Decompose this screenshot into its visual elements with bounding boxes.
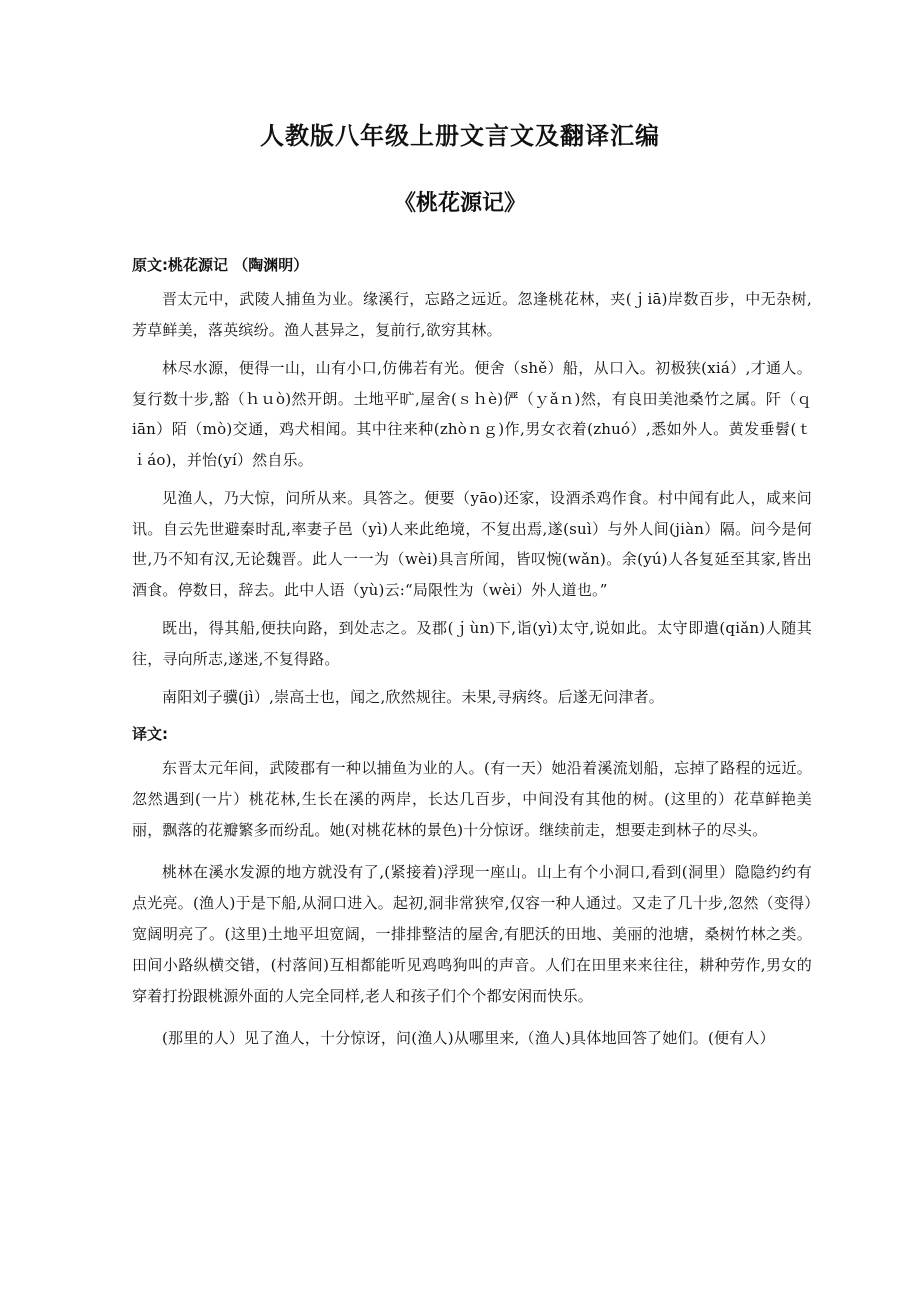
translation-section — [132, 721, 812, 1054]
original-label: 原文:桃花源记 （陶渊明） — [132, 256, 309, 274]
original-paragraph: 南阳刘子骥(jì）,崇高士也，闻之,欣然规往。未果,寻病终。后遂无问津者。 — [162, 688, 665, 706]
document-body — [132, 252, 812, 1065]
original-text-section — [132, 252, 812, 713]
section-title: 《桃花源记》 — [393, 191, 526, 216]
translation-paragraph: 东晋太元年间，武陵郡有一种以捕鱼为业的人。(有一天）她沿着溪流划船，忘掉了路程的远近。忽然遇到(一片）桃花林,生长在溪的两岸，长达几百步，中间没有其他的树。(这里的）花草鲜艳美丽，飘落的花瓣繁多而纷乱。她(对桃花林的景色)十分惊讶。继续前走，想要走到林子的尽头。 — [132, 758, 812, 839]
original-paragraph: 见渔人，乃大惊，问所从来。具答之。便要（yāo)还家，设酒杀鸡作食。村中闻有此人，咸来问讯。自云先世避秦时乱,率妻子邑（yì)人来此绝境，不复出焉,遂(suì）与外人间(jiàn）隔。问今是何世,乃不知有汉,无论魏晋。此人一一为（wèi)具言所闻，皆叹惋(wǎn)。余(yú)人各复延至其家,皆出酒食。停数日，辞去。此中人语（yù)云:“局限性为（wèi）外人道也。” — [132, 489, 812, 599]
original-paragraph: 晋太元中，武陵人捕鱼为业。缘溪行，忘路之远近。忽逢桃花林，夹(ｊiā)岸数百步，中无杂树,芳草鲜美，落英缤纷。渔人甚异之，复前行,欲穷其林。 — [132, 290, 812, 339]
original-paragraph: 林尽水源，便得一山，山有小口,仿佛若有光。便舍（shě）船，从口入。初极狭(xiá）,才通人。复行数十步,豁（ｈｕò)然开朗。土地平旷,屋舍(ｓｈè)俨（ｙǎｎ)然，有良田美池桑竹之属。阡（ｑiān）陌（mò)交通，鸡犬相闻。其中往来种(zhòｎｇ)作,男女衣着(zhuó）,悉如外人。黄发垂髫(ｔｉáo)，并怡(yí）然自乐。 — [132, 359, 812, 469]
original-paragraph: 既出，得其船,便扶向路，到处志之。及郡(ｊùn)下,诣(yì)太守,说如此。太守即遣(qiǎn)人随其往，寻向所志,遂迷,不复得路。 — [132, 619, 812, 668]
translation-label: 译文: — [132, 724, 168, 743]
translation-paragraph: (那里的人）见了渔人，十分惊讶，问(渔人)从哪里来,（渔人)具体地回答了她们。(便有人） — [162, 1028, 775, 1047]
translation-paragraph: 桃林在溪水发源的地方就没有了,(紧接着)浮现一座山。山上有个小洞口,看到(洞里）隐隐约约有点光亮。(渔人)于是下船,从洞口进入。起初,洞非常狭窄,仅容一种人通过。又走了几十步,忽然（变得）宽阔明亮了。(这里)土地平坦宽阔，一排排整洁的屋舍,有肥沃的田地、美丽的池塘，桑树竹林之类。田间小路纵横交错，(村落间)互相都能听见鸡鸣狗叫的声音。人们在田里来来往往，耕种劳作,男女的穿着打扮跟桃源外面的人完全同样,老人和孩子们个个都安闲而快乐。 — [132, 862, 812, 1005]
document-title: 人教版八年级上册文言文及翻译汇编 — [260, 122, 660, 150]
